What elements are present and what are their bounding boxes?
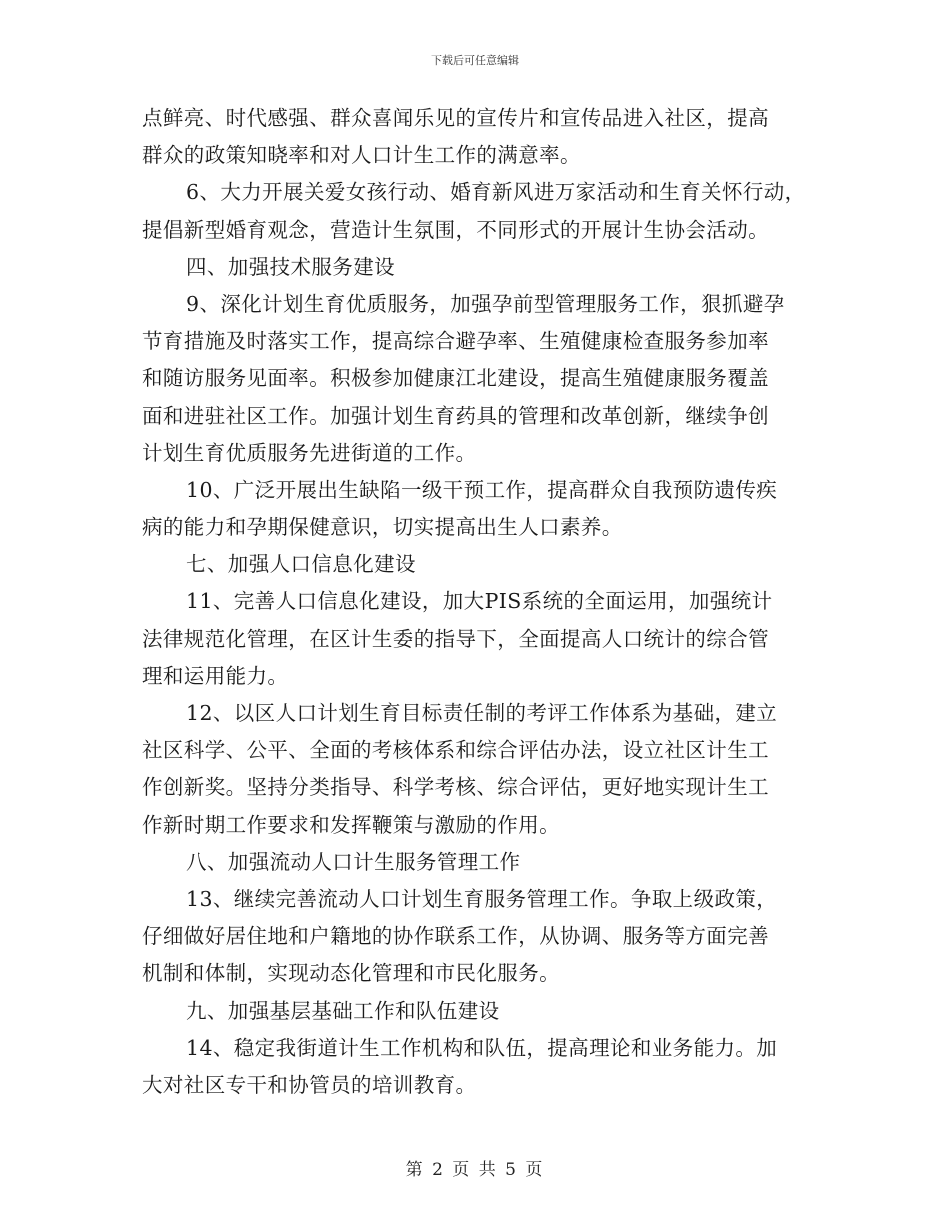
text-line: 八、加强流动人口计生服务管理工作 (186, 849, 521, 874)
text-line: 面和进驻社区工作。加强计划生育药具的管理和改革创新，继续争创 (142, 403, 769, 428)
text-line: 社区科学、公平、全面的考核体系和综合评估办法，设立社区计生工 (142, 738, 769, 763)
text-line: 11、完善人口信息化建设，加大PIS系统的全面运用，加强统计 (186, 589, 773, 614)
text-line: 6、大力开展关爱女孩行动、婚育新风进万家活动和生育关怀行动， (186, 180, 806, 205)
text-line: 病的能力和孕期保健意识，切实提高出生人口素养。 (142, 515, 623, 540)
text-line: 大对社区专干和协管员的培训教育。 (142, 1072, 477, 1097)
text-line: 仔细做好居住地和户籍地的协作联系工作，从协调、服务等方面完善 (142, 924, 769, 949)
document-body (142, 100, 822, 1104)
text-line: 和随访服务见面率。积极参加健康江北建设，提高生殖健康服务覆盖 (142, 366, 769, 391)
text-line: 机制和体制，实现动态化管理和市民化服务。 (142, 961, 560, 986)
text-line: 群众的政策知晓率和对人口计生工作的满意率。 (142, 143, 581, 168)
text-line: 九、加强基层基础工作和队伍建设 (186, 998, 500, 1023)
text-line: 12、以区人口计划生育目标责任制的考评工作体系为基础，建立 (186, 701, 778, 725)
text-line: 七、加强人口信息化建设 (186, 552, 416, 577)
text-line: 作新时期工作要求和发挥鞭策与激励的作用。 (142, 812, 560, 837)
page-header: 下载后可任意编辑 (431, 54, 519, 67)
text-line: 计划生育优质服务先进街道的工作。 (142, 440, 477, 465)
text-line: 法律规范化管理，在区计生委的指导下，全面提高人口统计的综合管 (142, 626, 769, 651)
text-line: 提倡新型婚育观念，营造计生氛围，不同形式的开展计生协会活动。 (142, 217, 769, 242)
text-line: 13、继续完善流动人口计划生育服务管理工作。争取上级政策， (186, 886, 778, 911)
text-line: 节育措施及时落实工作，提高综合避孕率、生殖健康检查服务参加率 (142, 329, 769, 354)
text-line: 10、广泛开展出生缺陷一级干预工作，提高群众自我预防遗传疾 (186, 477, 778, 502)
text-line: 理和运用能力。 (142, 663, 289, 688)
page-footer: 第 2 页 共 5 页 (405, 1160, 545, 1180)
text-line: 9、深化计划生育优质服务，加强孕前型管理服务工作，狠抓避孕 (186, 291, 785, 316)
text-line: 14、稳定我街道计生工作机构和队伍，提高理论和业务能力。加 (186, 1035, 778, 1060)
text-line: 四、加强技术服务建设 (186, 254, 395, 279)
text-line: 作创新奖。坚持分类指导、科学考核、综合评估，更好地实现计生工 (142, 775, 769, 800)
text-line: 点鲜亮、时代感强、群众喜闻乐见的宣传片和宣传品进入社区，提高 (142, 106, 769, 130)
